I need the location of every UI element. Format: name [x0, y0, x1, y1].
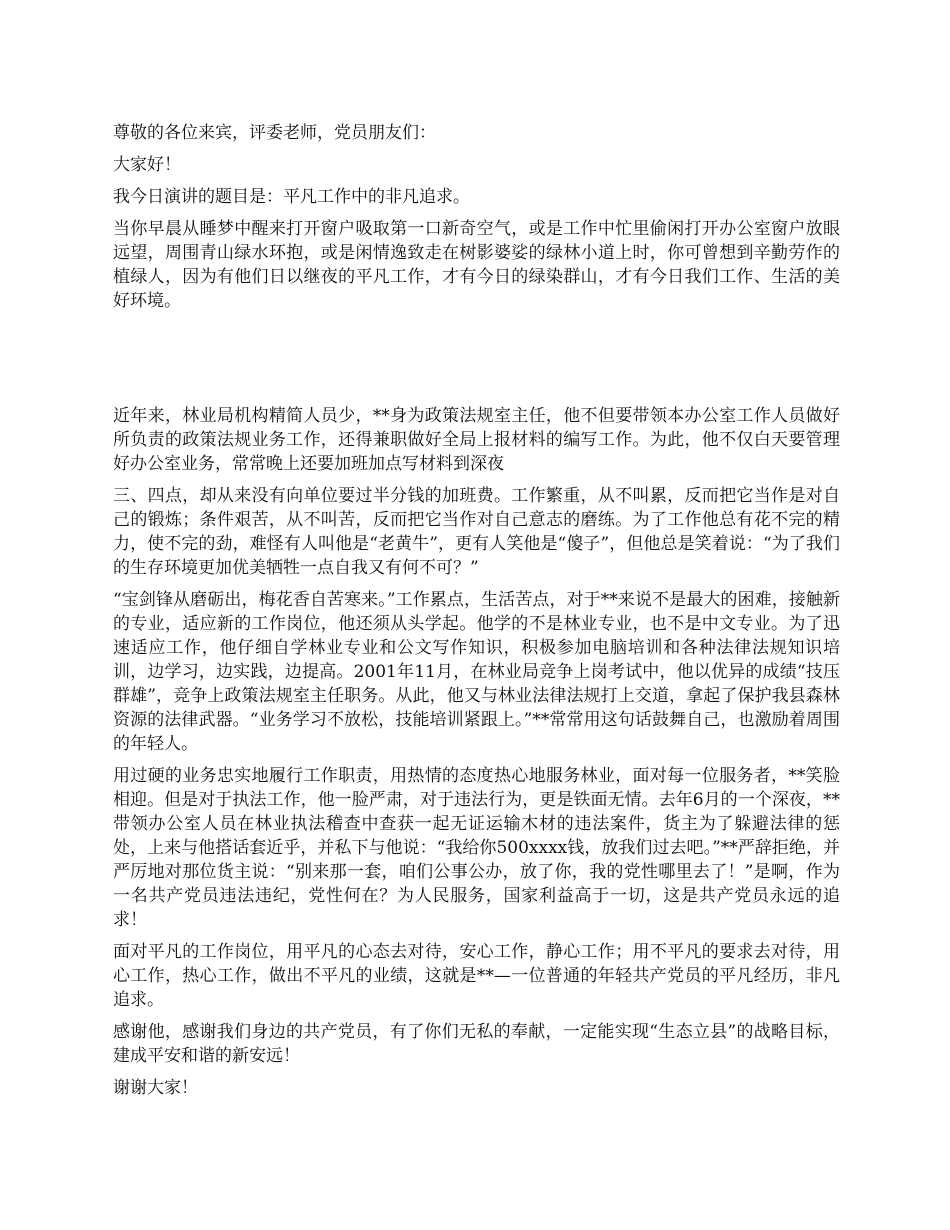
body-paragraph-3: “宝剑锋从磨砺出，梅花香自苦寒来。”工作累点，生活苦点，对于**来说不是最大的困难，接触新的专业，适应新的工作岗位，他还须从头学起。他学的不是林业专业，也不是中文专业。为了迅速适应工作，他仔细自学林业专业和公文写作知识，积极参加电脑培训和各种法律法规知识培训，边学习，边实践，边提高。2001年11月，在林业局竞争上岗考试中，他以优异的成绩“技压群雄”，竞争上政策法规室主任职务。从此，他又与林业法律法规打上交道，拿起了保护我县森林资源的法律武器。“业务学习不放松，技能培训紧跟上。”**常常用这句话鼓舞自己，也激励着周围的年轻人。: [113, 590, 840, 754]
document-body: [113, 121, 840, 1108]
greeting: 大家好！: [113, 155, 181, 175]
intro-paragraph: 当你早晨从睡梦中醒来打开窗户吸取第一口新奇空气，或是工作中忙里偷闲打开办公室窗户放眼远望，周围青山绿水环抱，或是闲情逸致走在树影婆娑的绿林小道上时，你可曾想到辛勤劳作的植绿人，因为有他们日以继夜的平凡工作，才有今日的绿染群山，才有今日我们工作、生活的美好环境。: [113, 219, 840, 311]
salutation: 尊敬的各位来宾，评委老师，党员朋友们：: [113, 123, 436, 143]
body-paragraph-2: 三、四点，却从来没有向单位要过半分钱的加班费。工作繁重，从不叫累，反而把它当作是对自己的锻炼；条件艰苦，从不叫苦，反而把它当作对自己意志的磨练。为了工作他总有花不完的精力，使不完的劲，难怪有人叫他是“老黄牛”，更有人笑他是“傻子”，但他总是笑着说：“为了我们的生存环境更加优美牺牲一点自我又有何不可？”: [113, 486, 840, 578]
thanks: 谢谢大家！: [113, 1078, 198, 1098]
body-paragraph-5: 面对平凡的工作岗位，用平凡的心态去对待，安心工作，静心工作；用不平凡的要求去对待，用心工作，热心工作，做出不平凡的业绩，这就是**—一位普通的年轻共产党员的平凡经历，非凡追求。: [113, 942, 840, 1010]
body-paragraph-1: 近年来，林业局机构精简人员少，**身为政策法规室主任，他不但要带领本办公室工作人员做好所负责的政策法规业务工作，还得兼职做好全局上报材料的编写工作。为此，他不仅白天要管理好办公室业务，常常晚上还要加班加点写材料到深夜: [113, 406, 840, 474]
body-paragraph-4: 用过硬的业务忠实地履行工作职责，用热情的态度热心地服务林业，面对每一位服务者，**笑脸相迎。但是对于执法工作，他一脸严肃，对于违法行为，更是铁面无情。去年6月的一个深夜，**带领办公室人员在林业执法稽查中查获一起无证运输木材的违法案件，货主为了躲避法律的惩处，上来与他搭话套近乎，并私下与他说：“我给你500xxxx钱，放我们过去吧。”**严辞拒绝，并严厉地对那位货主说：“别来那一套，咱们公事公办，放了你，我的党性哪里去了！”是啊，作为一名共产党员违法违纪，党性何在？为人民服务，国家利益高于一切，这是共产党员永远的追求！: [113, 766, 840, 930]
closing-paragraph: 感谢他，感谢我们身边的共产党员，有了你们无私的奉献，一定能实现“生态立县”的战略目标，建成平安和谐的新安远！: [113, 1022, 840, 1066]
speech-topic: 我今日演讲的题目是：平凡工作中的非凡追求。: [113, 187, 470, 207]
